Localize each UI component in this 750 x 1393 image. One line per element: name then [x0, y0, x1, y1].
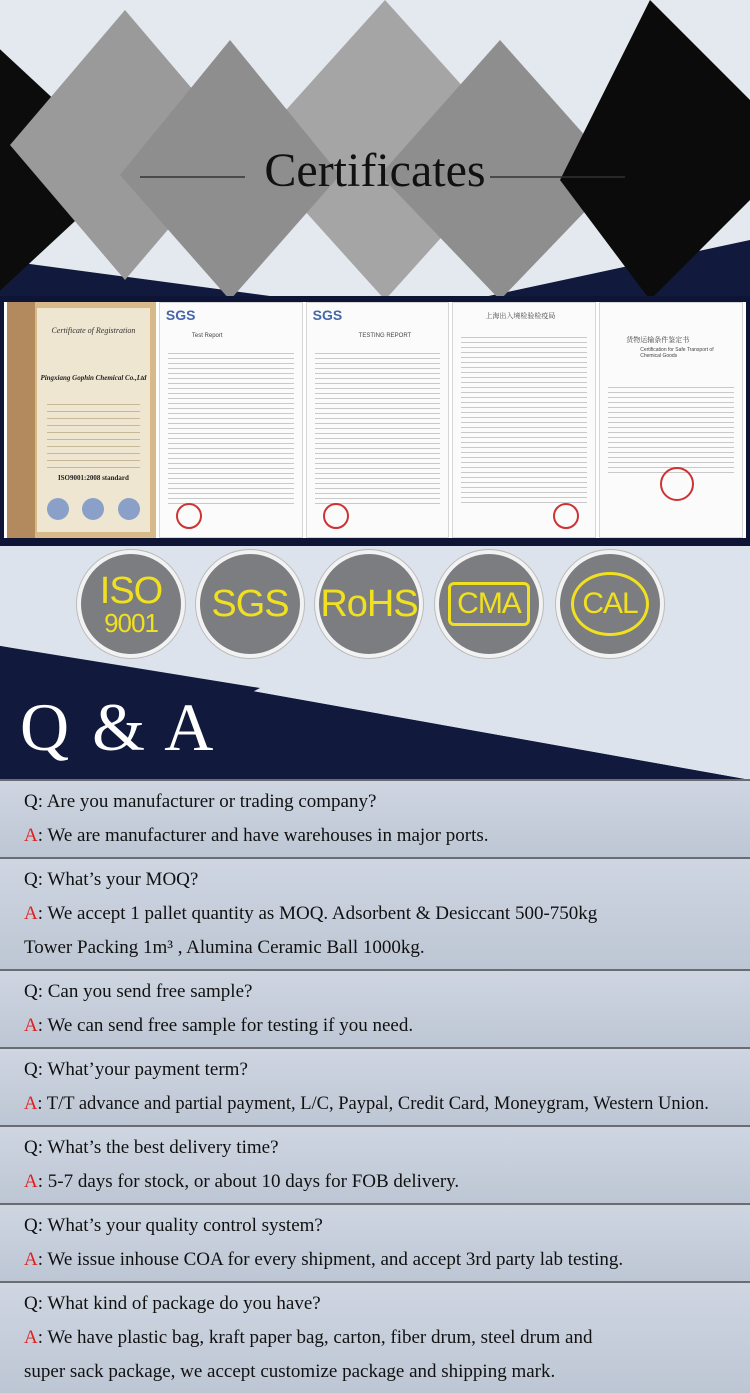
- certificate-registration: [7, 302, 156, 538]
- answer: A: We accept 1 pallet quantity as MOQ. Adsorbent & Desiccant 500-750kg: [24, 903, 598, 924]
- faq-item: [0, 1203, 750, 1281]
- faq-item: [0, 779, 750, 857]
- answer: A: We are manufacturer and have warehouses in major ports.: [24, 825, 489, 846]
- answer: A: T/T advance and partial payment, L/C, Paypal, Credit Card, Moneygram, Western Union.: [24, 1094, 709, 1114]
- answer-continued: super sack package, we accept customize package and shipping mark.: [24, 1361, 556, 1382]
- qa-title: Q & A: [20, 689, 217, 765]
- faq-item: [0, 1125, 750, 1203]
- cal-badge: CAL: [556, 550, 664, 658]
- faq-list: [0, 779, 750, 1393]
- iso-9001-badge: ISO 9001: [77, 550, 185, 658]
- sgs-badge: SGS: [196, 550, 304, 658]
- question: Q: Can you send free sample?: [24, 981, 253, 1002]
- answer: A: 5-7 days for stock, or about 10 days for FOB delivery.: [24, 1171, 460, 1192]
- question: Q: Are you manufacturer or trading company?: [24, 791, 377, 812]
- inspection-report: 上海出入境检验检疫局: [452, 302, 596, 538]
- question: Q: What kind of package do you have?: [24, 1293, 321, 1314]
- certificate-company: Pingxiang Gophin Chemical Co.,Ltd: [40, 374, 147, 382]
- answer-continued: Tower Packing 1m³ , Alumina Ceramic Ball 1000kg.: [24, 937, 425, 958]
- question: Q: What’s your quality control system?: [24, 1215, 323, 1236]
- certification-badges: [0, 546, 750, 661]
- certificates-strip: [0, 296, 750, 546]
- faq-item: [0, 857, 750, 969]
- question: Q: What’your payment term?: [24, 1059, 248, 1080]
- page-title: Certificates: [264, 144, 486, 197]
- rohs-badge: RoHS: [315, 550, 423, 658]
- answer: A: We can send free sample for testing if you need.: [24, 1015, 414, 1036]
- question: Q: What’s the best delivery time?: [24, 1137, 279, 1158]
- sgs-testing-report: SGS TESTING REPORT: [306, 302, 450, 538]
- cma-badge: CMA: [435, 550, 543, 658]
- faq-item: [0, 1281, 750, 1393]
- faq-item: [0, 1047, 750, 1125]
- sgs-test-report: SGS Test Report: [159, 302, 303, 538]
- safe-transport-certificate: 货物运输条件鉴定书 Certification for Safe Transport of Chemical Goods: [599, 302, 743, 538]
- certificate-standard: ISO9001:2008 standard: [57, 474, 129, 482]
- certificate-heading: Certificate of Registration: [51, 326, 136, 335]
- faq-item: [0, 969, 750, 1047]
- question: Q: What’s your MOQ?: [24, 869, 199, 890]
- answer: A: We have plastic bag, kraft paper bag, carton, fiber drum, steel drum and: [24, 1327, 593, 1348]
- answer: A: We issue inhouse COA for every shipment, and accept 3rd party lab testing.: [24, 1249, 624, 1270]
